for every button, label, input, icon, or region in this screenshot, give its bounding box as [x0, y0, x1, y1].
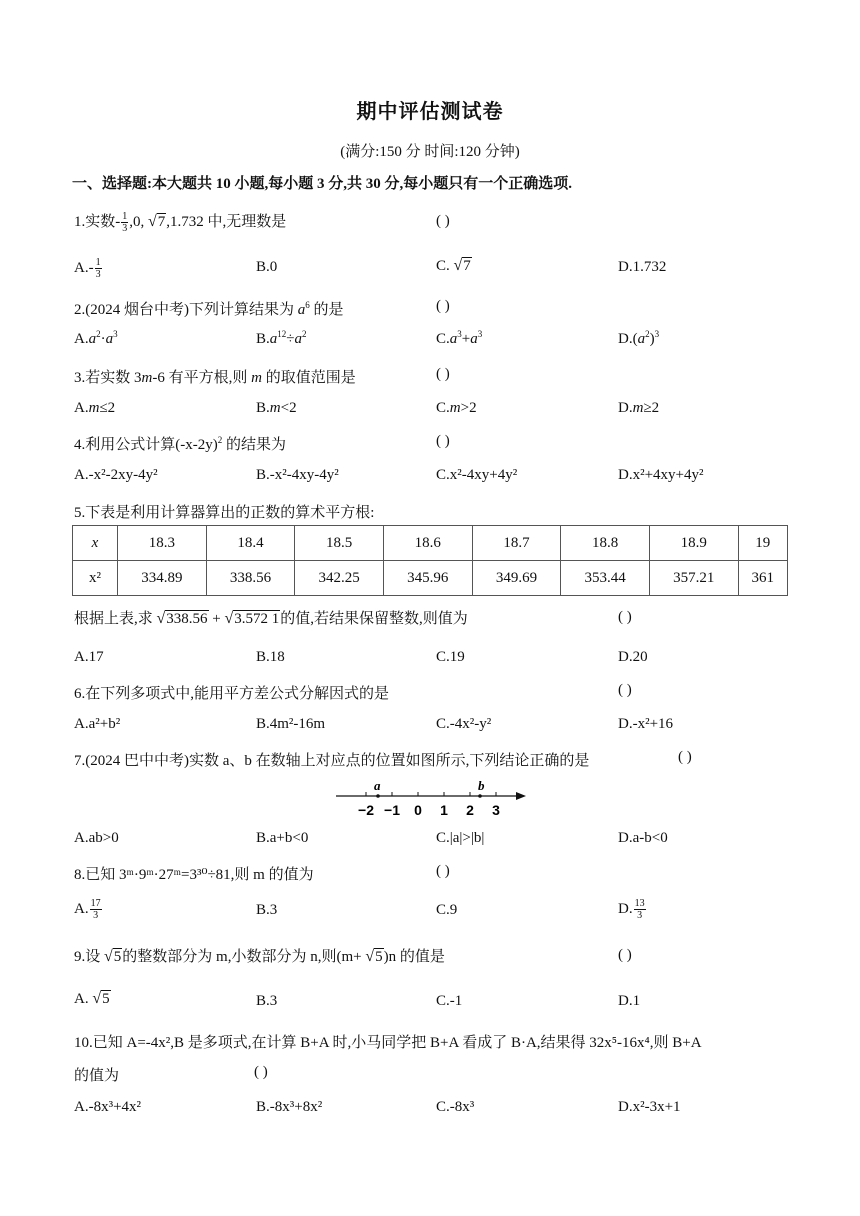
q7-option-a[interactable]: A.ab>0 — [74, 830, 119, 846]
answer-paren: ( ) — [436, 366, 450, 382]
table-cell: 18.5 — [295, 526, 384, 561]
q9-option-b[interactable]: B.3 — [256, 993, 278, 1009]
question-5-ask: 根据上表,求 √338.56 + √3.572 1的值,若结果保留整数,则值为 — [74, 610, 468, 627]
q2-option-a[interactable]: $A.a^2\cdot a^3$ — [74, 329, 118, 347]
q5-option-a[interactable]: A.17 — [74, 649, 104, 665]
q10-option-d[interactable]: D.x²-3x+1 — [618, 1099, 681, 1115]
q5-option-d[interactable]: D.20 — [618, 649, 648, 665]
answer-paren: ( ) — [436, 298, 450, 314]
point-b-label: b — [478, 778, 485, 793]
q7-option-b[interactable]: B.a+b<0 — [256, 830, 309, 846]
question-5: 5.下表是利用计算器算出的正数的算术平方根: — [74, 505, 375, 521]
q1-option-d[interactable]: D.1.732 — [618, 259, 667, 275]
q8-option-d[interactable]: D. $\frac{13}{3}$ — [618, 898, 645, 921]
q4-option-b[interactable]: B.-x²-4xy-4y² — [256, 467, 339, 483]
question-6: 6.在下列多项式中,能用平方差公式分解因式的是 — [74, 686, 390, 702]
q7-option-d[interactable]: D.a-b<0 — [618, 830, 668, 846]
q10-option-b[interactable]: B.-8x³+8x² — [256, 1099, 323, 1115]
q1-option-c[interactable]: C. √7 — [436, 257, 471, 274]
fraction: $\frac{1}{3}$ — [122, 211, 128, 235]
table-cell: 334.89 — [118, 561, 207, 596]
table-cell: 345.96 — [383, 561, 472, 596]
page-title: 期中评估测试卷 — [356, 99, 504, 123]
sqrt: √7 — [148, 213, 166, 230]
answer-paren: ( ) — [254, 1064, 268, 1080]
question-1 — [74, 210, 286, 234]
table-cell: 353.44 — [561, 561, 650, 596]
q6-option-c[interactable]: C.-4x²-y² — [436, 716, 492, 732]
section-heading: 一、选择题:本大题共 10 小题,每小题 3 分,共 30 分,每小题只有一个正确选项. — [72, 176, 572, 192]
answer-paren: ( ) — [618, 947, 632, 963]
answer-paren: ( ) — [436, 213, 450, 229]
q8-option-c[interactable]: C.9 — [436, 902, 458, 918]
q9-option-a[interactable]: A. √5 — [74, 990, 110, 1007]
point-b — [478, 794, 482, 798]
table-cell: 18.8 — [561, 526, 650, 561]
question-10-line-1: 10.已知 A=-4x²,B 是多项式,在计算 B+A 时,小马同学把 B+A 看成了 B·A,结果得 32x⁵-16x⁴,则 B+A — [74, 1035, 702, 1051]
table-cell: 357.21 — [649, 561, 738, 596]
q8-option-b[interactable]: B.3 — [256, 902, 278, 918]
number-line-diagram — [330, 778, 530, 820]
q1-prefix: 1.实数- — [74, 214, 121, 230]
q2-option-d[interactable]: $D.(a^2)^3$ — [618, 329, 660, 347]
question-3: 3.若实数 3m-6 有平方根,则 m 的取值范围是 — [74, 370, 356, 386]
q4-option-d[interactable]: D.x²+4xy+4y² — [618, 467, 704, 483]
axis-tick-label: 0 — [414, 802, 422, 818]
q3-option-a[interactable]: A.m≤2 — [74, 400, 116, 416]
table-row — [73, 526, 788, 561]
question-2: 2.(2024 烟台中考)下列计算结果为 $a^6$ 的是 — [74, 300, 344, 318]
q9-option-c[interactable]: C.-1 — [436, 993, 463, 1009]
table-cell: 338.56 — [206, 561, 295, 596]
q5-option-b[interactable]: B.18 — [256, 649, 285, 665]
q6-option-b[interactable]: B.4m²-16m — [256, 716, 326, 732]
answer-paren: ( ) — [436, 433, 450, 449]
q1-option-b[interactable]: B.0 — [256, 259, 278, 275]
q1-suffix: ,1.732 中,无理数是 — [166, 214, 287, 230]
table-cell: 19 — [738, 526, 787, 561]
question-9: 9.设 √5的整数部分为 m,小数部分为 n,则(m+ √5)n 的值是 — [74, 948, 445, 965]
q2-option-c[interactable]: $C.a^3+a^3$ — [436, 329, 483, 347]
question-4: 4.利用公式计算$(-x-2y)^2$ 的结果为 — [74, 435, 286, 453]
axis-tick-label: 2 — [466, 802, 474, 818]
q3-option-b[interactable]: B.m<2 — [256, 400, 297, 416]
q1-option-a[interactable]: A.- $\frac{1}{3}$ — [74, 257, 101, 280]
table-cell: 361 — [738, 561, 787, 596]
table-cell: 349.69 — [472, 561, 561, 596]
q3-option-c[interactable]: C.m>2 — [436, 400, 477, 416]
axis-tick-label: 3 — [492, 802, 500, 818]
q4-option-c[interactable]: C.x²-4xy+4y² — [436, 467, 518, 483]
q4-option-a[interactable]: A.-x²-2xy-4y² — [74, 467, 158, 483]
axis-tick-label: 1 — [440, 802, 448, 818]
q1-mid: ,0, — [129, 214, 148, 230]
sqrt-table — [72, 525, 788, 596]
point-a-label: a — [374, 778, 381, 793]
table-cell: 18.6 — [383, 526, 472, 561]
q10-option-c[interactable]: C.-8x³ — [436, 1099, 475, 1115]
answer-paren: ( ) — [436, 863, 450, 879]
axis-tick-label: −1 — [384, 802, 400, 818]
axis-tick-label: −2 — [358, 802, 374, 818]
q7-option-c[interactable]: C.|a|>|b| — [436, 830, 485, 846]
question-10-line-2: 的值为 — [74, 1068, 120, 1084]
arrow-head-icon — [516, 792, 526, 800]
answer-paren: ( ) — [618, 609, 632, 625]
table-header-cell: x — [73, 526, 118, 561]
table-row — [73, 561, 788, 596]
q6-option-d[interactable]: D.-x²+16 — [618, 716, 674, 732]
table-header-cell: x² — [73, 561, 118, 596]
answer-paren: ( ) — [678, 749, 692, 765]
table-cell: 18.3 — [118, 526, 207, 561]
answer-paren: ( ) — [618, 682, 632, 698]
q9-option-d[interactable]: D.1 — [618, 993, 641, 1009]
table-cell: 342.25 — [295, 561, 384, 596]
question-7: 7.(2024 巴中中考)实数 a、b 在数轴上对应点的位置如图所示,下列结论正确的是 — [74, 753, 590, 769]
table-cell: 18.4 — [206, 526, 295, 561]
exam-info: (满分:150 分 时间:120 分钟) — [340, 144, 520, 160]
q6-option-a[interactable]: A.a²+b² — [74, 716, 121, 732]
q5-option-c[interactable]: C.19 — [436, 649, 465, 665]
q8-option-a[interactable]: A. $\frac{17}{3}$ — [74, 898, 101, 921]
point-a — [376, 794, 380, 798]
table-cell: 18.9 — [649, 526, 738, 561]
question-8: 8.已知 3ᵐ·9ᵐ·27ᵐ=3³⁰÷81,则 m 的值为 — [74, 867, 314, 883]
table-cell: 18.7 — [472, 526, 561, 561]
q3-option-d[interactable]: D.m≥2 — [618, 400, 660, 416]
q2-option-b[interactable]: $B.a^{12}\div a^2$ — [256, 329, 307, 347]
q10-option-a[interactable]: A.-8x³+4x² — [74, 1099, 142, 1115]
